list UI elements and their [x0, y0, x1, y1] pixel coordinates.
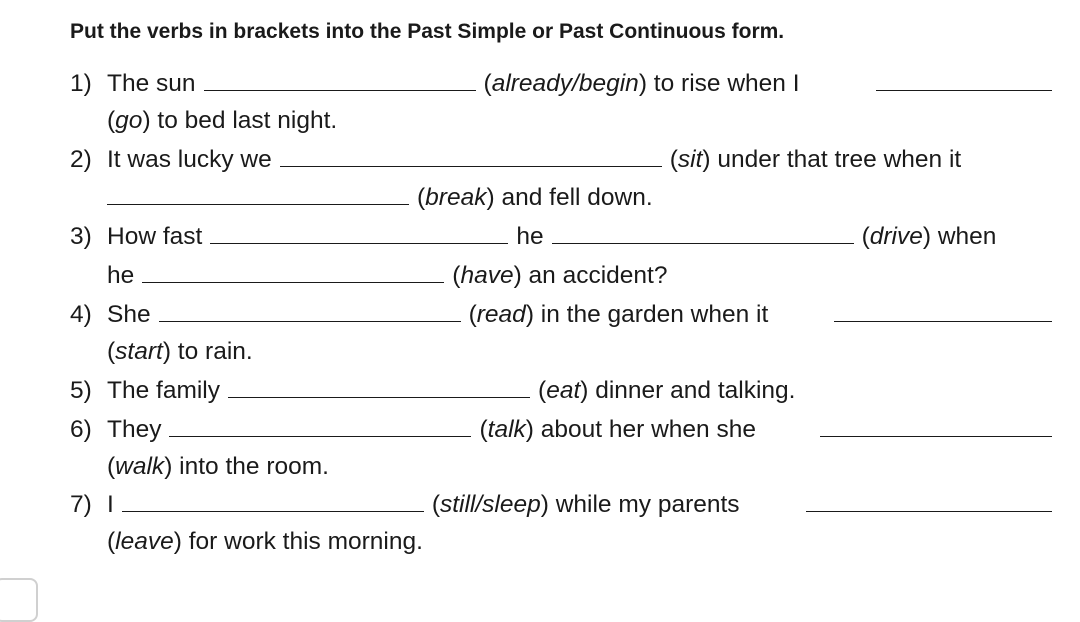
exercise-item-7-line-2: ( leave ) for work this morning. — [107, 524, 1052, 560]
item-text: when — [931, 223, 997, 250]
verb-hint: read — [476, 301, 526, 328]
answer-blank[interactable] — [107, 186, 409, 205]
exercise-item-4-line-2: ( start ) to rain. — [107, 334, 1052, 370]
verb-hint: break — [425, 184, 487, 211]
exercise-item-3-line-1: 3) How fast he ( drive ) when — [70, 219, 1052, 255]
page-corner-mark — [0, 578, 38, 622]
answer-blank[interactable] — [159, 303, 461, 322]
item-text: about her when she — [533, 416, 756, 443]
exercise-item-4-line-1: 4) She ( read ) in the garden when it — [70, 297, 1052, 333]
item-text: an accident? — [521, 262, 668, 289]
item-number: 7) — [70, 491, 92, 518]
item-number: 1) — [70, 70, 92, 97]
exercise-item-1-line-1: 1) The sun ( already/begin ) to rise when I — [70, 66, 1052, 102]
item-text: while my parents — [548, 491, 740, 518]
item-text: he — [516, 223, 544, 250]
item-number: 2) — [70, 146, 92, 173]
verb-hint: eat — [546, 377, 581, 404]
verb-hint: go — [115, 107, 143, 134]
answer-blank[interactable] — [280, 148, 662, 167]
verb-hint: sit — [677, 146, 703, 173]
item-text: dinner and talking. — [588, 377, 796, 404]
item-number: 3) — [70, 223, 92, 250]
exercise-item-7-line-1: 7) I ( still/sleep ) while my parents — [70, 487, 1052, 523]
item-text: and fell down. — [494, 184, 653, 211]
verb-hint: leave — [115, 528, 174, 555]
exercise-item-1-line-2: ( go ) to bed last night. — [107, 103, 1052, 139]
verb-hint: still/sleep — [439, 491, 541, 518]
answer-blank[interactable] — [142, 264, 444, 283]
verb-hint: walk — [115, 453, 165, 480]
answer-blank[interactable] — [228, 379, 530, 398]
item-text: The sun — [107, 70, 196, 97]
exercise-item-5-line-1: 5) The family ( eat ) dinner and talking. — [70, 373, 1052, 409]
item-text: to rain. — [171, 338, 253, 365]
exercise-item-6-line-1: 6) They ( talk ) about her when she — [70, 412, 1052, 448]
item-text: She — [107, 301, 151, 328]
answer-blank[interactable] — [806, 493, 1052, 512]
item-text: They — [107, 416, 162, 443]
item-number: 6) — [70, 416, 92, 443]
item-text: How fast — [107, 223, 203, 250]
item-number: 5) — [70, 377, 92, 404]
answer-blank[interactable] — [210, 225, 508, 244]
answer-blank[interactable] — [876, 72, 1052, 91]
answer-blank[interactable] — [204, 72, 476, 91]
item-text: in the garden when it — [533, 301, 769, 328]
answer-blank[interactable] — [820, 418, 1052, 437]
exercise-item-6-line-2: ( walk ) into the room. — [107, 449, 1052, 485]
verb-hint: have — [460, 262, 514, 289]
item-text: It was lucky we — [107, 146, 272, 173]
answer-blank[interactable] — [122, 493, 424, 512]
verb-hint: drive — [869, 223, 923, 250]
exercise-item-2-line-1: 2) It was lucky we ( sit ) under that tree when it — [70, 142, 1052, 178]
answer-blank[interactable] — [169, 418, 471, 437]
answer-blank[interactable] — [834, 303, 1052, 322]
verb-hint: already/begin — [491, 70, 639, 97]
item-text: he — [107, 262, 135, 289]
item-text: The family — [107, 377, 221, 404]
item-text: into the room. — [172, 453, 329, 480]
item-text: for work this morning. — [181, 528, 423, 555]
item-text: to rise when I — [646, 70, 800, 97]
verb-hint: talk — [487, 416, 526, 443]
item-text: to bed last night. — [150, 107, 338, 134]
verb-hint: start — [115, 338, 163, 365]
exercise-title: Put the verbs in brackets into the Past Simple or Past Continuous form. — [70, 20, 785, 43]
item-text: under that tree when it — [710, 146, 962, 173]
answer-blank[interactable] — [552, 225, 854, 244]
exercise-item-2-line-2: ( break ) and fell down. — [107, 180, 1052, 216]
exercise-item-3-line-2: he ( have ) an accident? — [107, 258, 1052, 294]
item-number: 4) — [70, 301, 92, 328]
item-text: I — [107, 491, 114, 518]
